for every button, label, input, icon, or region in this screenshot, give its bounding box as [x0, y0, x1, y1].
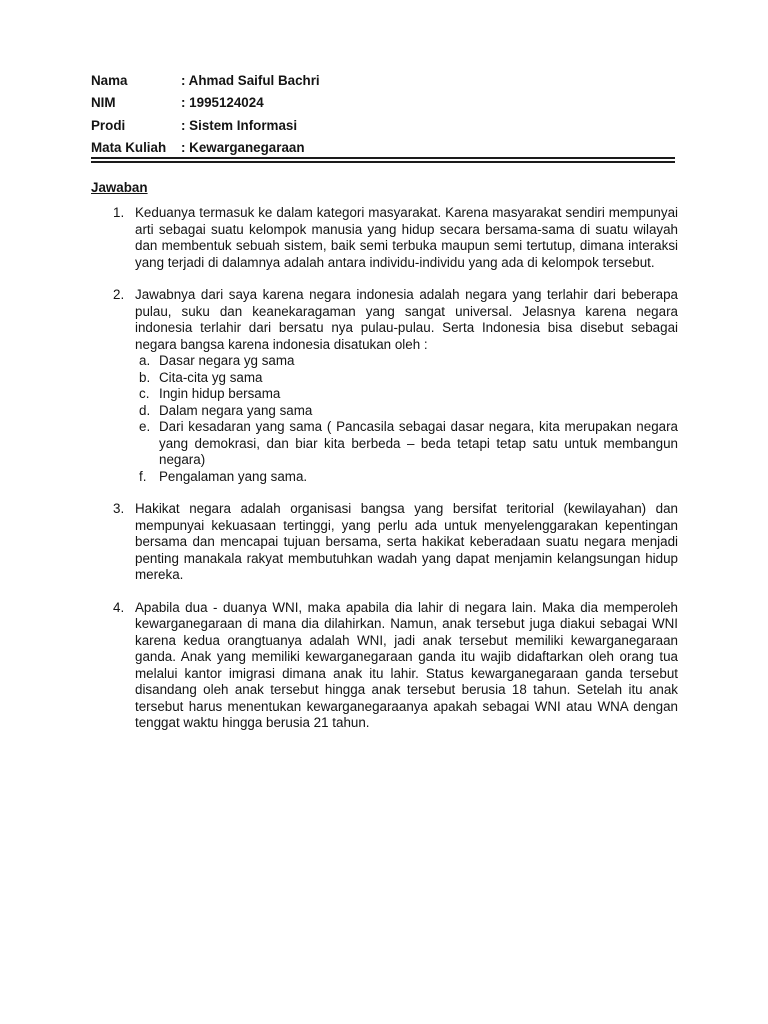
- course-row: [91, 137, 691, 160]
- answer-item-1: [91, 205, 678, 271]
- answer-item-2: [91, 287, 678, 485]
- sub-item-c: [135, 386, 678, 403]
- sub-item-text: Dasar negara yg sama: [159, 353, 295, 368]
- prodi-value: : Sistem Informasi: [181, 117, 298, 133]
- answer-number: 4.: [113, 599, 125, 615]
- answer-number: 3.: [113, 501, 125, 516]
- name-row: [91, 69, 691, 92]
- name-label: Nama: [91, 72, 128, 88]
- student-info-header: [91, 69, 691, 159]
- nim-row: [91, 92, 691, 115]
- answer-text: Hakikat negara adalah organisasi bangsa yang bersifat teritorial (kewilayahan) dan mempunyai kekuasaan tertinggi, yang perlu ada untuk menyelenggarakan kepentingan bersama dan mencapai tujuan bersama, serta hakikat keberadaan suatu negara menjadi penting manakala rakyat membutuhkan wadah yang dapat menjamin kelangsungan hidup mereka.: [135, 501, 678, 582]
- nim-value: : 1995124024: [181, 95, 264, 111]
- course-value: : Kewarganegaraan: [181, 140, 305, 156]
- header-divider-top: [91, 157, 675, 159]
- answer-text: Jawabnya dari saya karena negara indonesia adalah negara yang terlahir dari beberapa pulau, suku dan keanekaragaman yang sangat universal. Jelasnya karena negara indonesia terlahir dari bersatu nya pulau-pulau. Serta Indonesia bisa disebut sebagai negara bangsa karena indonesia disatukan oleh :: [135, 287, 678, 352]
- answer-text: Apabila dua - duanya WNI, maka apabila dia lahir di negara lain. Maka dia memperoleh kewarganegaraan di mana dia dilahirkan. Namun, anak tersebut juga diakui sebagai WNI karena kedua orangtuanya adalah WNI, jadi anak tersebut memiliki kewarganegaraan ganda. Anak yang memiliki kewarganegaraan ganda itu wajib didaftarkan oleh orang tua melalui kantor imigrasi dimana anak itu lahir. Status kewarganegaraan ganda tersebut disandang oleh anak tersebut hingga anak tersebut berusia 18 tahun. Setelah itu anak tersebut harus menentukan kewarganegaraanya apakah sebagai WNI atau WNA dengan tenggat waktu hingga berusia 21 tahun.: [135, 599, 678, 730]
- sub-item-letter: a.: [139, 353, 151, 368]
- answer-item-4: [91, 600, 678, 732]
- prodi-label: Prodi: [91, 117, 126, 133]
- prodi-row: [91, 114, 691, 137]
- answer-item-3: [91, 501, 678, 584]
- answer-list: [91, 205, 678, 732]
- sub-item-text: Dari kesadaran yang sama ( Pancasila sebagai dasar negara, kita merupakan negara yang demokrasi, dan biar kita berbeda – beda tetapi tetap satu untuk membangun negara): [159, 419, 678, 467]
- sub-item-text: Cita-cita yg sama: [159, 369, 263, 385]
- answer-text: Keduanya termasuk ke dalam kategori masyarakat. Karena masyarakat sendiri mempunyai arti sebagai suatu kelompok manusia yang hidup secara bersama-sama di suatu wilayah dan membentuk sebuah sistem, baik semi terbuka maupun semi tertutup, dimana interaksi yang terjadi di dalamnya adalah antara individu-individu yang ada di kelompok tersebut.: [135, 205, 678, 270]
- sub-list: [135, 353, 678, 485]
- answer-number: 1.: [113, 205, 125, 220]
- sub-item-letter: b.: [139, 369, 151, 385]
- sub-item-f: [135, 469, 678, 486]
- sub-item-e: [135, 419, 678, 469]
- answer-number: 2.: [113, 287, 125, 302]
- sub-item-text: Dalam negara yang sama: [159, 402, 313, 418]
- sub-item-d: [135, 403, 678, 420]
- name-value: : Ahmad Saiful Bachri: [181, 72, 320, 88]
- sub-item-text: Pengalaman yang sama.: [159, 468, 308, 484]
- header-divider-bottom: [91, 161, 675, 163]
- sub-item-a: [135, 353, 678, 370]
- sub-item-letter: f.: [139, 468, 147, 484]
- answers-section: [91, 180, 678, 748]
- sub-item-text: Ingin hidup bersama: [159, 386, 281, 401]
- nim-label: NIM: [91, 95, 116, 111]
- sub-item-letter: e.: [139, 419, 151, 434]
- course-label: Mata Kuliah: [91, 140, 167, 156]
- jawaban-heading: Jawaban: [91, 180, 148, 195]
- sub-item-letter: d.: [139, 402, 151, 418]
- sub-item-b: [135, 370, 678, 387]
- sub-item-letter: c.: [139, 386, 150, 401]
